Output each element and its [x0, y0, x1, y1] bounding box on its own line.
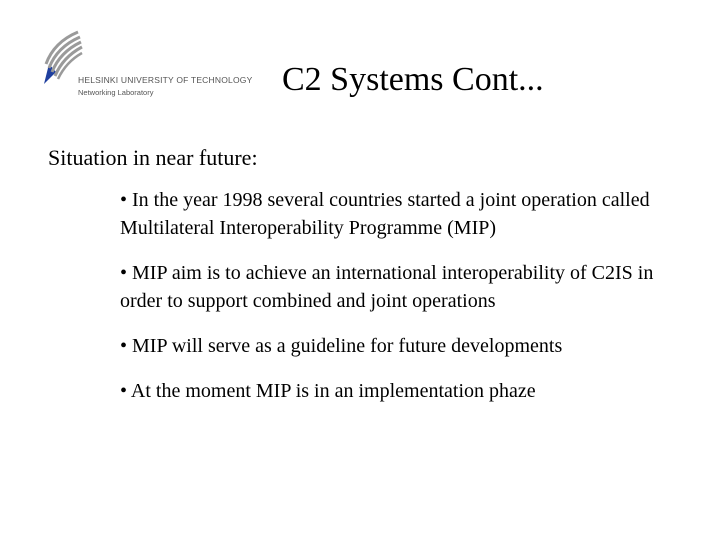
university-logo-mark: [36, 30, 84, 88]
university-name: HELSINKI UNIVERSITY OF TECHNOLOGY: [78, 75, 253, 85]
slide-title: C2 Systems Cont...: [282, 61, 544, 98]
intro-text: Situation in near future:: [48, 145, 258, 170]
bullet-item: • MIP aim is to achieve an international interoperability of C2IS in order to support combined and joint operations: [120, 262, 654, 312]
bullet-list: [120, 186, 680, 405]
university-logo: [28, 30, 258, 104]
bullet-item: • MIP will serve as a guideline for future developments: [120, 335, 563, 357]
bullet-item: • At the moment MIP is in an implementation phaze: [120, 380, 536, 402]
laboratory-name: Networking Laboratory: [78, 88, 154, 97]
bullet-item: • In the year 1998 several countries started a joint operation called Multilateral Interoperability Programme (MIP): [120, 189, 650, 239]
